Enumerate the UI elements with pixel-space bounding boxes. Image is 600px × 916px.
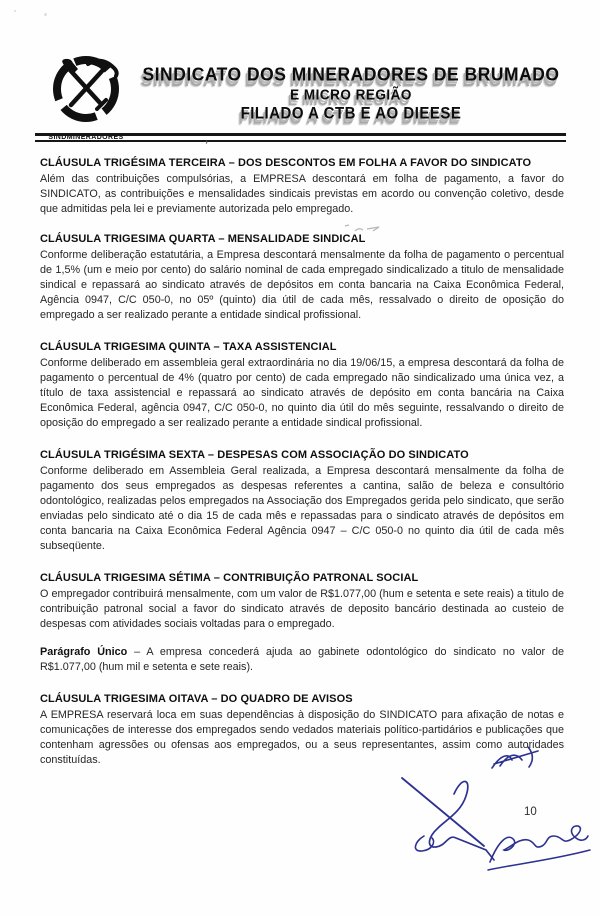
clause-38-body: A EMPRESA reservará loca em suas dependências à disposição do SINDICATO para afixação de notas e comunicações de interesse dos empregados sendo vedados materiais político-partidários e publicações que contenham agressões ou ofensas aos empregados, ou a seus representantes, assim como autoridades constituídas. [40,709,564,766]
clause-37-body: O empregador contribuirá mensalmente, com um valor de R$1.077,00 (hum e setenta e sete reais) a titulo de contribuição patronal social a favor do sindicato através de deposito bancário destinada ao custeio de despesas com atividades sociais voltadas para o empregado. [40,588,564,630]
clause-37-heading: CLÁUSULA TRIGESIMA SÉTIMA – CONTRIBUIÇÃO PATRONAL SOCIAL [40,572,419,584]
clause-34 [40,232,564,323]
clause-33-heading: CLÁUSULA TRIGÉSIMA TERCEIRA – DOS DESCONTOS EM FOLHA A FAVOR DO SINDICATO [40,157,532,169]
clause-33-body: Além das contribuições compulsórias, a EMPRESA descontará em folha de pagamento, a favor do SINDICATO, as contribuições e mensalidades sindicais previstas em acordo ou convenção coletivo, desde que admitidas pela lei e previamente autorizada pelo empregado. [40,173,564,215]
clause-35-body: Conforme deliberado em assembleia geral extraordinária no dia 19/06/15, a empresa descontará da folha de pagamento o percentual de 4% (quatro por cento) de cada empregado não sindicalizado uma única vez, a título de taxa assistencial e repassará ao sindicato através de depósito em conta bancária na Caixa Econômica Federal, agência 0947, C/C 050-0, no quinto dia útil do mês seguinte, ressalvando o direito de oposição do empregado a ser realizado perante a entidade sindical profissional. [40,357,564,429]
page-number: 10 [524,806,537,818]
clause-37 [40,571,564,675]
logo-caption: SINDMINERADORES [48,134,124,141]
document-body [40,156,564,768]
union-region: E MICRO REGIÃO [290,86,412,103]
clause-38-heading: CLÁUSULA TRIGESIMA OITAVA – DO QUADRO DE AVISOS [40,693,353,705]
signature-initials [486,744,548,774]
letterhead [36,54,566,141]
clause-37-sole-paragraph [40,645,564,675]
clause-35-heading: CLÁUSULA TRIGESIMA QUINTA – TAXA ASSISTENCIAL [40,341,337,353]
union-logo [36,54,136,141]
clause-36 [40,448,564,554]
clause-33 [40,156,564,217]
header-divider [35,133,566,142]
clause-34-body: Conforme deliberação estatutária, a Empresa descontará mensalmente da folha de pagamento o percentual de 1,5% (um e meio por cento) do salário nominal de cada empregado sindicalizado a titulo de mensalidade sindical e repassará ao sindicato através de depósitos em conta bancaria na Caixa Econômica Federal, Agência 0947, C/C 050-0, no 05º (quinto) dia útil de cada mês, ressalvado o direito de oposição do empregado a ser realizado perante a entidade sindical profissional. [40,249,564,321]
union-affiliation: FILIADO A CTB E AO DIEESE [240,104,462,123]
scan-speck [44,13,47,16]
clause-35 [40,340,564,431]
letterhead-titles [136,54,566,123]
sole-paragraph-label: Parágrafo Único [40,646,128,658]
scan-speck [14,10,16,12]
clause-36-heading: CLÁUSULA TRIGÉSIMA SEXTA – DESPESAS COM ASSOCIAÇÃO DO SINDICATO [40,449,469,461]
pickaxe-shovel-icon [40,54,132,128]
clause-34-heading: CLÁUSULA TRIGESIMA QUARTA – MENSALIDADE SINDICAL [40,233,366,245]
signature-scrawl [486,820,592,878]
stray-tick-mark: ’ [205,139,209,151]
union-name: SINDICATO DOS MINERADORES DE BRUMADO [142,63,560,85]
sole-paragraph-text: – A empresa concederá ajuda ao gabinete odontológico do sindicato no valor de R$1.077,00 (hum mil e setenta e sete reais). [40,646,564,673]
clause-36-body: Conforme deliberado em Assembleia Geral realizada, a Empresa descontará mensalmente da folha de pagamento dos seus empregados as despesas referentes a cantina, salão de beleza e consultório odontológico, realizadas pelos empregados na Associação dos Empregados gerida pelo sindicato, que serão enviadas pelo sindicato até o dia 15 de cada mês e repassadas para o sindicato através de depósitos em conta bancaria na Caixa Econômica Federal Agência 0947 – C/C 050-0 no quinto dia útil de cada mês subseqüente. [40,465,564,552]
